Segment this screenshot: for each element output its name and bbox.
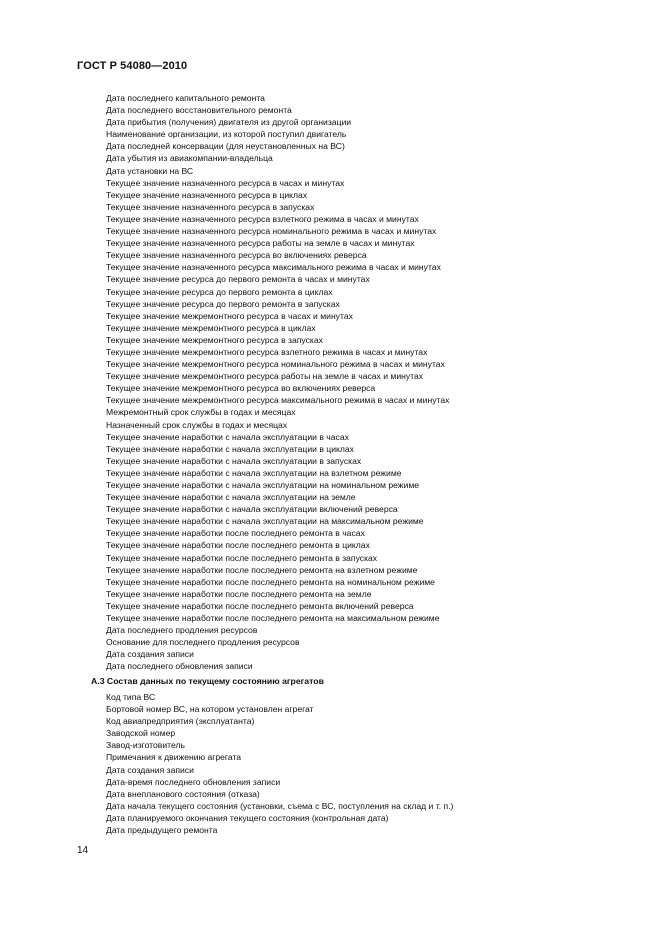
- list-item: Текущее значение ресурса до первого ремонта в запусках: [106, 298, 340, 309]
- list-item: Дата создания записи: [106, 764, 194, 775]
- list-item: Заводской номер: [106, 728, 176, 739]
- list-item: Код типа ВС: [106, 692, 156, 702]
- list-item: Назначенный срок службы в годах и месяцах: [106, 419, 288, 430]
- list-item: Дата последнего капитального ремонта: [106, 93, 265, 103]
- list-item: Дата последней консервации (для неустановленных на ВС): [106, 141, 345, 152]
- list-item: Текущее значение назначенного ресурса в циклах: [106, 189, 308, 200]
- list-item: Текущее значение наработки после последнего ремонта в циклах: [106, 540, 370, 551]
- list-item: Дата начала текущего состояния (установки, съема с ВС, поступления на склад и т. п.): [106, 800, 454, 811]
- list-item: Текущее значение назначенного ресурса в запусках: [106, 201, 315, 212]
- list-item: Текущее значение назначенного ресурса работы на земле в часах и минутах: [106, 238, 415, 249]
- list-item: Основание для последнего продления ресурсов: [106, 637, 300, 648]
- list-item: Дата последнего восстановительного ремонта: [106, 105, 292, 116]
- list-item: Бортовой номер ВС, на котором установлен агрегат: [106, 704, 314, 715]
- list-item: Дата последнего обновления записи: [106, 661, 253, 672]
- list-item: Текущее значение наработки после последнего ремонта включений реверса: [106, 600, 414, 611]
- list-item: Дата создания записи: [106, 649, 194, 660]
- document-header: ГОСТ Р 54080—2010: [77, 60, 188, 72]
- list-item: Текущее значение назначенного ресурса взлетного режима в часах и минутах: [106, 213, 419, 224]
- list-item: Наименование организации, из которой поступил двигатель: [106, 129, 347, 140]
- list-item: Текущее значение наработки с начала эксплуатации на номинальном режиме: [106, 480, 420, 490]
- list-item: Текущее значение межремонтного ресурса в циклах: [106, 322, 316, 333]
- list-item: Текущее значение наработки с начала эксплуатации в циклах: [106, 443, 354, 454]
- list-item: Текущее значение наработки после последнего ремонта на взлетном режиме: [106, 564, 418, 575]
- list-item: Текущее значение наработки с начала эксплуатации на земле: [106, 492, 356, 503]
- list-item: Примечания к движению агрегата: [106, 752, 242, 763]
- list-item: Текущее значение наработки с начала эксплуатации в запусках: [106, 455, 362, 466]
- list-item: Код авиапредприятия (эксплуатанта): [106, 716, 255, 727]
- list-item: Текущее значение наработки с начала эксплуатации включений реверса: [106, 504, 398, 515]
- list-item: Текущее значение межремонтного ресурса в запусках: [106, 334, 323, 345]
- list-item: Дата последнего продления ресурсов: [106, 625, 258, 636]
- list-item: Текущее значение наработки после последнего ремонта на земле: [106, 588, 372, 599]
- list-item: Текущее значение назначенного ресурса во включениях реверса: [106, 250, 367, 261]
- list-item: Межремонтный срок службы в годах и месяцах: [106, 407, 296, 418]
- list-item: Текущее значение межремонтного ресурса работы на земле в часах и минутах: [106, 371, 424, 382]
- list-item: Текущее значение наработки после последнего ремонта на номинальном режиме: [106, 576, 435, 587]
- list-item: Дата установки на ВС: [106, 165, 194, 176]
- unit-data-list: [106, 691, 453, 836]
- list-item: Текущее значение наработки с начала эксплуатации на взлетном режиме: [106, 467, 402, 478]
- list-item: Текущее значение межремонтного ресурса в часах и минутах: [106, 310, 353, 321]
- list-item: Дата прибытия (получения) двигателя из другой организации: [106, 117, 352, 128]
- list-item: Текущее значение ресурса до первого ремонта в циклах: [106, 286, 333, 297]
- list-item: Текущее значение межремонтного ресурса максимального режима в часах и минутах: [106, 395, 450, 406]
- list-item: Дата убытия из авиакомпании-владельца: [106, 153, 273, 164]
- list-item: Завод-изготовитель: [106, 740, 185, 751]
- list-item: Текущее значение назначенного ресурса максимального режима в часах и минутах: [106, 262, 441, 273]
- list-item: Текущее значение межремонтного ресурса во включениях реверса: [106, 383, 376, 394]
- list-item: Дата предыдущего ремонта: [106, 825, 218, 836]
- list-item: Текущее значение межремонтного ресурса номинального режима в часах и минутах: [106, 359, 445, 370]
- list-item: Текущее значение наработки после последнего ремонта в запусках: [106, 552, 378, 563]
- page-number: 14: [77, 845, 89, 856]
- list-item: Текущее значение ресурса до первого ремонта в часах и минутах: [106, 274, 370, 285]
- list-item: Текущее значение назначенного ресурса в часах и минутах: [106, 177, 345, 188]
- list-item: Дата-время последнего обновления записи: [106, 776, 281, 787]
- section-title: А.3 Состав данных по текущему состоянию агрегатов: [91, 676, 324, 686]
- list-item: Текущее значение назначенного ресурса номинального режима в часах и минутах: [106, 226, 437, 237]
- list-item: Текущее значение наработки после последнего ремонта в часах: [106, 528, 365, 539]
- list-item: Текущее значение наработки с начала эксплуатации в часах: [106, 431, 349, 442]
- engine-data-list: [106, 92, 449, 673]
- list-item: Текущее значение наработки с начала эксплуатации на максимальном режиме: [106, 516, 424, 527]
- list-item: Текущее значение наработки после последнего ремонта на максимальном режиме: [106, 613, 440, 624]
- list-item: Текущее значение межремонтного ресурса взлетного режима в часах и минутах: [106, 346, 428, 357]
- list-item: Дата планируемого окончания текущего состояния (контрольная дата): [106, 812, 389, 823]
- list-item: Дата внепланового состояния (отказа): [106, 788, 260, 799]
